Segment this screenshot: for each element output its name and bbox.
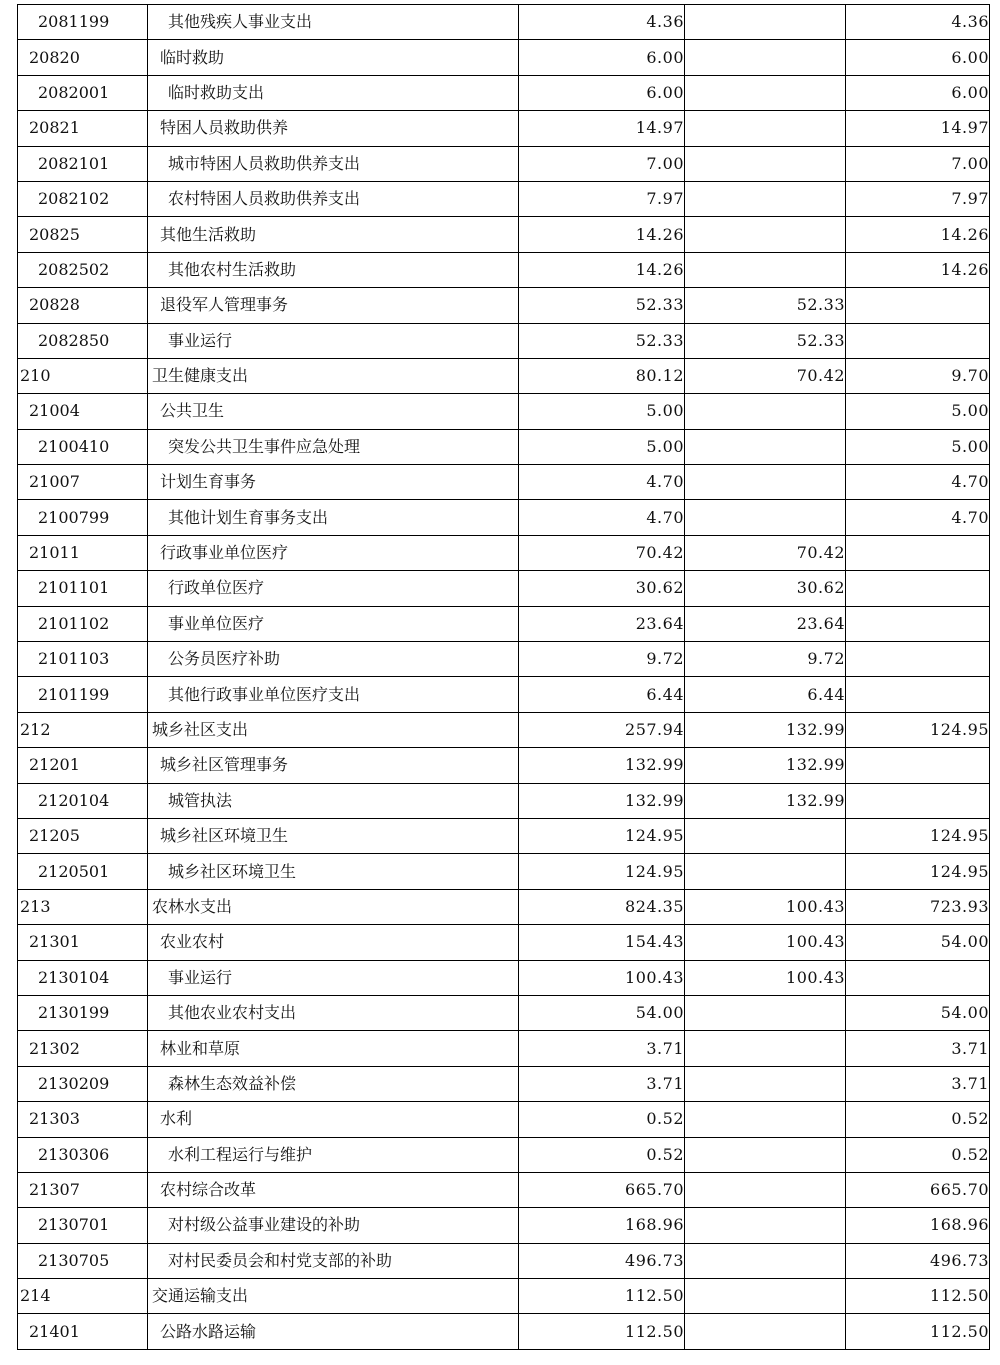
basic-expenditure-cell: 9.72 [685,642,846,677]
basic-expenditure-cell: 23.64 [685,606,846,641]
project-expenditure-cell [846,677,990,712]
table-row [18,889,990,924]
table-row [18,111,990,146]
project-expenditure-cell: 5.00 [846,429,990,464]
basic-expenditure-cell [685,995,846,1030]
table-row [18,535,990,570]
total-amount-cell: 7.97 [519,181,685,216]
total-amount-cell: 100.43 [519,960,685,995]
total-amount-cell: 54.00 [519,995,685,1030]
subject-code-cell: 2082102 [18,181,148,216]
subject-name-cell: 特困人员救助供养 [148,111,519,146]
project-expenditure-cell: 54.00 [846,925,990,960]
subject-name-cell: 交通运输支出 [148,1279,519,1314]
table-row [18,606,990,641]
subject-code-cell: 20825 [18,217,148,252]
table-row [18,323,990,358]
project-expenditure-cell: 4.70 [846,500,990,535]
basic-expenditure-cell: 132.99 [685,712,846,747]
basic-expenditure-cell [685,429,846,464]
project-expenditure-cell: 9.70 [846,358,990,393]
table-row [18,783,990,818]
project-expenditure-cell: 723.93 [846,889,990,924]
project-expenditure-cell: 168.96 [846,1208,990,1243]
total-amount-cell: 30.62 [519,571,685,606]
total-amount-cell: 124.95 [519,818,685,853]
subject-name-cell: 城乡社区环境卫生 [148,818,519,853]
subject-code-cell: 2130209 [18,1066,148,1101]
basic-expenditure-cell: 70.42 [685,535,846,570]
subject-code-cell: 2082502 [18,252,148,287]
project-expenditure-cell: 5.00 [846,394,990,429]
subject-code-cell: 210 [18,358,148,393]
project-expenditure-cell [846,535,990,570]
subject-code-cell: 2101103 [18,642,148,677]
basic-expenditure-cell: 132.99 [685,783,846,818]
basic-expenditure-cell [685,181,846,216]
total-amount-cell: 23.64 [519,606,685,641]
subject-code-cell: 21004 [18,394,148,429]
table-row [18,217,990,252]
subject-name-cell: 卫生健康支出 [148,358,519,393]
table-row [18,500,990,535]
table-row [18,995,990,1030]
total-amount-cell: 132.99 [519,748,685,783]
basic-expenditure-cell: 6.44 [685,677,846,712]
subject-name-cell: 突发公共卫生事件应急处理 [148,429,519,464]
project-expenditure-cell [846,288,990,323]
subject-code-cell: 21302 [18,1031,148,1066]
subject-code-cell: 2101199 [18,677,148,712]
basic-expenditure-cell [685,5,846,40]
subject-name-cell: 对村级公益事业建设的补助 [148,1208,519,1243]
table-row [18,677,990,712]
subject-code-cell: 2130306 [18,1137,148,1172]
subject-code-cell: 21011 [18,535,148,570]
subject-code-cell: 21205 [18,818,148,853]
total-amount-cell: 3.71 [519,1066,685,1101]
subject-name-cell: 行政事业单位医疗 [148,535,519,570]
project-expenditure-cell: 14.97 [846,111,990,146]
subject-name-cell: 农业农村 [148,925,519,960]
total-amount-cell: 0.52 [519,1137,685,1172]
subject-name-cell: 其他计划生育事务支出 [148,500,519,535]
project-expenditure-cell [846,748,990,783]
total-amount-cell: 52.33 [519,288,685,323]
subject-code-cell: 21007 [18,465,148,500]
subject-name-cell: 农林水支出 [148,889,519,924]
subject-code-cell: 2082101 [18,146,148,181]
total-amount-cell: 6.00 [519,40,685,75]
basic-expenditure-cell [685,1172,846,1207]
subject-name-cell: 公共卫生 [148,394,519,429]
table-row [18,1137,990,1172]
subject-code-cell: 2130701 [18,1208,148,1243]
total-amount-cell: 4.36 [519,5,685,40]
budget-expenditure-table [17,4,990,1350]
basic-expenditure-cell [685,1066,846,1101]
subject-name-cell: 水利 [148,1102,519,1137]
basic-expenditure-cell: 100.43 [685,925,846,960]
table-row [18,1314,990,1349]
project-expenditure-cell: 4.70 [846,465,990,500]
project-expenditure-cell: 7.00 [846,146,990,181]
table-row [18,1243,990,1278]
total-amount-cell: 14.97 [519,111,685,146]
table-row [18,854,990,889]
total-amount-cell: 168.96 [519,1208,685,1243]
total-amount-cell: 665.70 [519,1172,685,1207]
table-row [18,1279,990,1314]
subject-code-cell: 2130199 [18,995,148,1030]
project-expenditure-cell: 7.97 [846,181,990,216]
table-row [18,748,990,783]
subject-code-cell: 2101101 [18,571,148,606]
basic-expenditure-cell [685,1208,846,1243]
subject-code-cell: 20828 [18,288,148,323]
table-row [18,40,990,75]
project-expenditure-cell: 0.52 [846,1102,990,1137]
subject-name-cell: 事业单位医疗 [148,606,519,641]
subject-name-cell: 计划生育事务 [148,465,519,500]
basic-expenditure-cell: 100.43 [685,960,846,995]
basic-expenditure-cell: 132.99 [685,748,846,783]
table-row [18,1066,990,1101]
total-amount-cell: 14.26 [519,252,685,287]
table-row [18,394,990,429]
subject-name-cell: 退役军人管理事务 [148,288,519,323]
project-expenditure-cell [846,960,990,995]
subject-name-cell: 其他残疾人事业支出 [148,5,519,40]
subject-name-cell: 公务员医疗补助 [148,642,519,677]
subject-code-cell: 2082001 [18,75,148,110]
total-amount-cell: 496.73 [519,1243,685,1278]
basic-expenditure-cell [685,252,846,287]
project-expenditure-cell: 14.26 [846,217,990,252]
basic-expenditure-cell [685,1102,846,1137]
project-expenditure-cell: 4.36 [846,5,990,40]
total-amount-cell: 824.35 [519,889,685,924]
project-expenditure-cell [846,323,990,358]
basic-expenditure-cell [685,1279,846,1314]
table-row [18,146,990,181]
project-expenditure-cell: 124.95 [846,818,990,853]
project-expenditure-cell: 3.71 [846,1066,990,1101]
basic-expenditure-cell [685,394,846,429]
subject-name-cell: 水利工程运行与维护 [148,1137,519,1172]
subject-code-cell: 2100799 [18,500,148,535]
subject-name-cell: 其他行政事业单位医疗支出 [148,677,519,712]
project-expenditure-cell [846,606,990,641]
table-body [18,5,990,1350]
total-amount-cell: 80.12 [519,358,685,393]
total-amount-cell: 112.50 [519,1314,685,1349]
total-amount-cell: 124.95 [519,854,685,889]
project-expenditure-cell: 112.50 [846,1314,990,1349]
subject-code-cell: 21303 [18,1102,148,1137]
total-amount-cell: 5.00 [519,429,685,464]
project-expenditure-cell: 124.95 [846,854,990,889]
table-row [18,288,990,323]
basic-expenditure-cell [685,1314,846,1349]
project-expenditure-cell: 112.50 [846,1279,990,1314]
basic-expenditure-cell [685,40,846,75]
subject-code-cell: 2082850 [18,323,148,358]
subject-name-cell: 城乡社区支出 [148,712,519,747]
total-amount-cell: 154.43 [519,925,685,960]
basic-expenditure-cell [685,217,846,252]
subject-code-cell: 20821 [18,111,148,146]
subject-code-cell: 2130705 [18,1243,148,1278]
subject-name-cell: 临时救助支出 [148,75,519,110]
subject-code-cell: 2120501 [18,854,148,889]
basic-expenditure-cell: 52.33 [685,288,846,323]
project-expenditure-cell: 665.70 [846,1172,990,1207]
subject-code-cell: 21307 [18,1172,148,1207]
project-expenditure-cell: 0.52 [846,1137,990,1172]
table-row [18,252,990,287]
project-expenditure-cell: 6.00 [846,75,990,110]
total-amount-cell: 4.70 [519,500,685,535]
total-amount-cell: 0.52 [519,1102,685,1137]
subject-code-cell: 212 [18,712,148,747]
basic-expenditure-cell: 30.62 [685,571,846,606]
table-row [18,358,990,393]
total-amount-cell: 7.00 [519,146,685,181]
total-amount-cell: 6.44 [519,677,685,712]
project-expenditure-cell: 54.00 [846,995,990,1030]
subject-code-cell: 21201 [18,748,148,783]
subject-code-cell: 213 [18,889,148,924]
basic-expenditure-cell: 70.42 [685,358,846,393]
project-expenditure-cell: 496.73 [846,1243,990,1278]
basic-expenditure-cell [685,1137,846,1172]
subject-name-cell: 对村民委员会和村党支部的补助 [148,1243,519,1278]
project-expenditure-cell: 14.26 [846,252,990,287]
subject-name-cell: 林业和草原 [148,1031,519,1066]
subject-name-cell: 临时救助 [148,40,519,75]
subject-name-cell: 城乡社区管理事务 [148,748,519,783]
subject-name-cell: 森林生态效益补偿 [148,1066,519,1101]
project-expenditure-cell: 6.00 [846,40,990,75]
project-expenditure-cell: 3.71 [846,1031,990,1066]
table-row [18,1102,990,1137]
table-row [18,429,990,464]
subject-code-cell: 2101102 [18,606,148,641]
subject-code-cell: 2100410 [18,429,148,464]
table-row [18,1172,990,1207]
total-amount-cell: 52.33 [519,323,685,358]
basic-expenditure-cell [685,1031,846,1066]
total-amount-cell: 132.99 [519,783,685,818]
basic-expenditure-cell: 52.33 [685,323,846,358]
project-expenditure-cell: 124.95 [846,712,990,747]
table-row [18,925,990,960]
project-expenditure-cell [846,642,990,677]
total-amount-cell: 70.42 [519,535,685,570]
table-row [18,465,990,500]
table-row [18,712,990,747]
table-row [18,571,990,606]
subject-name-cell: 农村综合改革 [148,1172,519,1207]
subject-name-cell: 城市特困人员救助供养支出 [148,146,519,181]
subject-name-cell: 农村特困人员救助供养支出 [148,181,519,216]
subject-name-cell: 行政单位医疗 [148,571,519,606]
total-amount-cell: 3.71 [519,1031,685,1066]
total-amount-cell: 6.00 [519,75,685,110]
subject-name-cell: 其他农业农村支出 [148,995,519,1030]
project-expenditure-cell [846,783,990,818]
subject-name-cell: 公路水路运输 [148,1314,519,1349]
basic-expenditure-cell [685,854,846,889]
subject-code-cell: 20820 [18,40,148,75]
total-amount-cell: 112.50 [519,1279,685,1314]
total-amount-cell: 5.00 [519,394,685,429]
table-row [18,960,990,995]
subject-name-cell: 城乡社区环境卫生 [148,854,519,889]
total-amount-cell: 257.94 [519,712,685,747]
subject-code-cell: 21401 [18,1314,148,1349]
subject-code-cell: 214 [18,1279,148,1314]
subject-name-cell: 事业运行 [148,323,519,358]
subject-code-cell: 2081199 [18,5,148,40]
subject-name-cell: 事业运行 [148,960,519,995]
subject-name-cell: 其他生活救助 [148,217,519,252]
basic-expenditure-cell [685,500,846,535]
table-row [18,5,990,40]
table-row [18,1031,990,1066]
basic-expenditure-cell [685,1243,846,1278]
subject-code-cell: 21301 [18,925,148,960]
basic-expenditure-cell [685,75,846,110]
table-row [18,1208,990,1243]
subject-name-cell: 城管执法 [148,783,519,818]
total-amount-cell: 4.70 [519,465,685,500]
basic-expenditure-cell: 100.43 [685,889,846,924]
basic-expenditure-cell [685,146,846,181]
subject-name-cell: 其他农村生活救助 [148,252,519,287]
subject-code-cell: 2130104 [18,960,148,995]
total-amount-cell: 9.72 [519,642,685,677]
table-row [18,181,990,216]
table-row [18,818,990,853]
table-row [18,642,990,677]
basic-expenditure-cell [685,465,846,500]
basic-expenditure-cell [685,818,846,853]
total-amount-cell: 14.26 [519,217,685,252]
basic-expenditure-cell [685,111,846,146]
project-expenditure-cell [846,571,990,606]
subject-code-cell: 2120104 [18,783,148,818]
table-row [18,75,990,110]
